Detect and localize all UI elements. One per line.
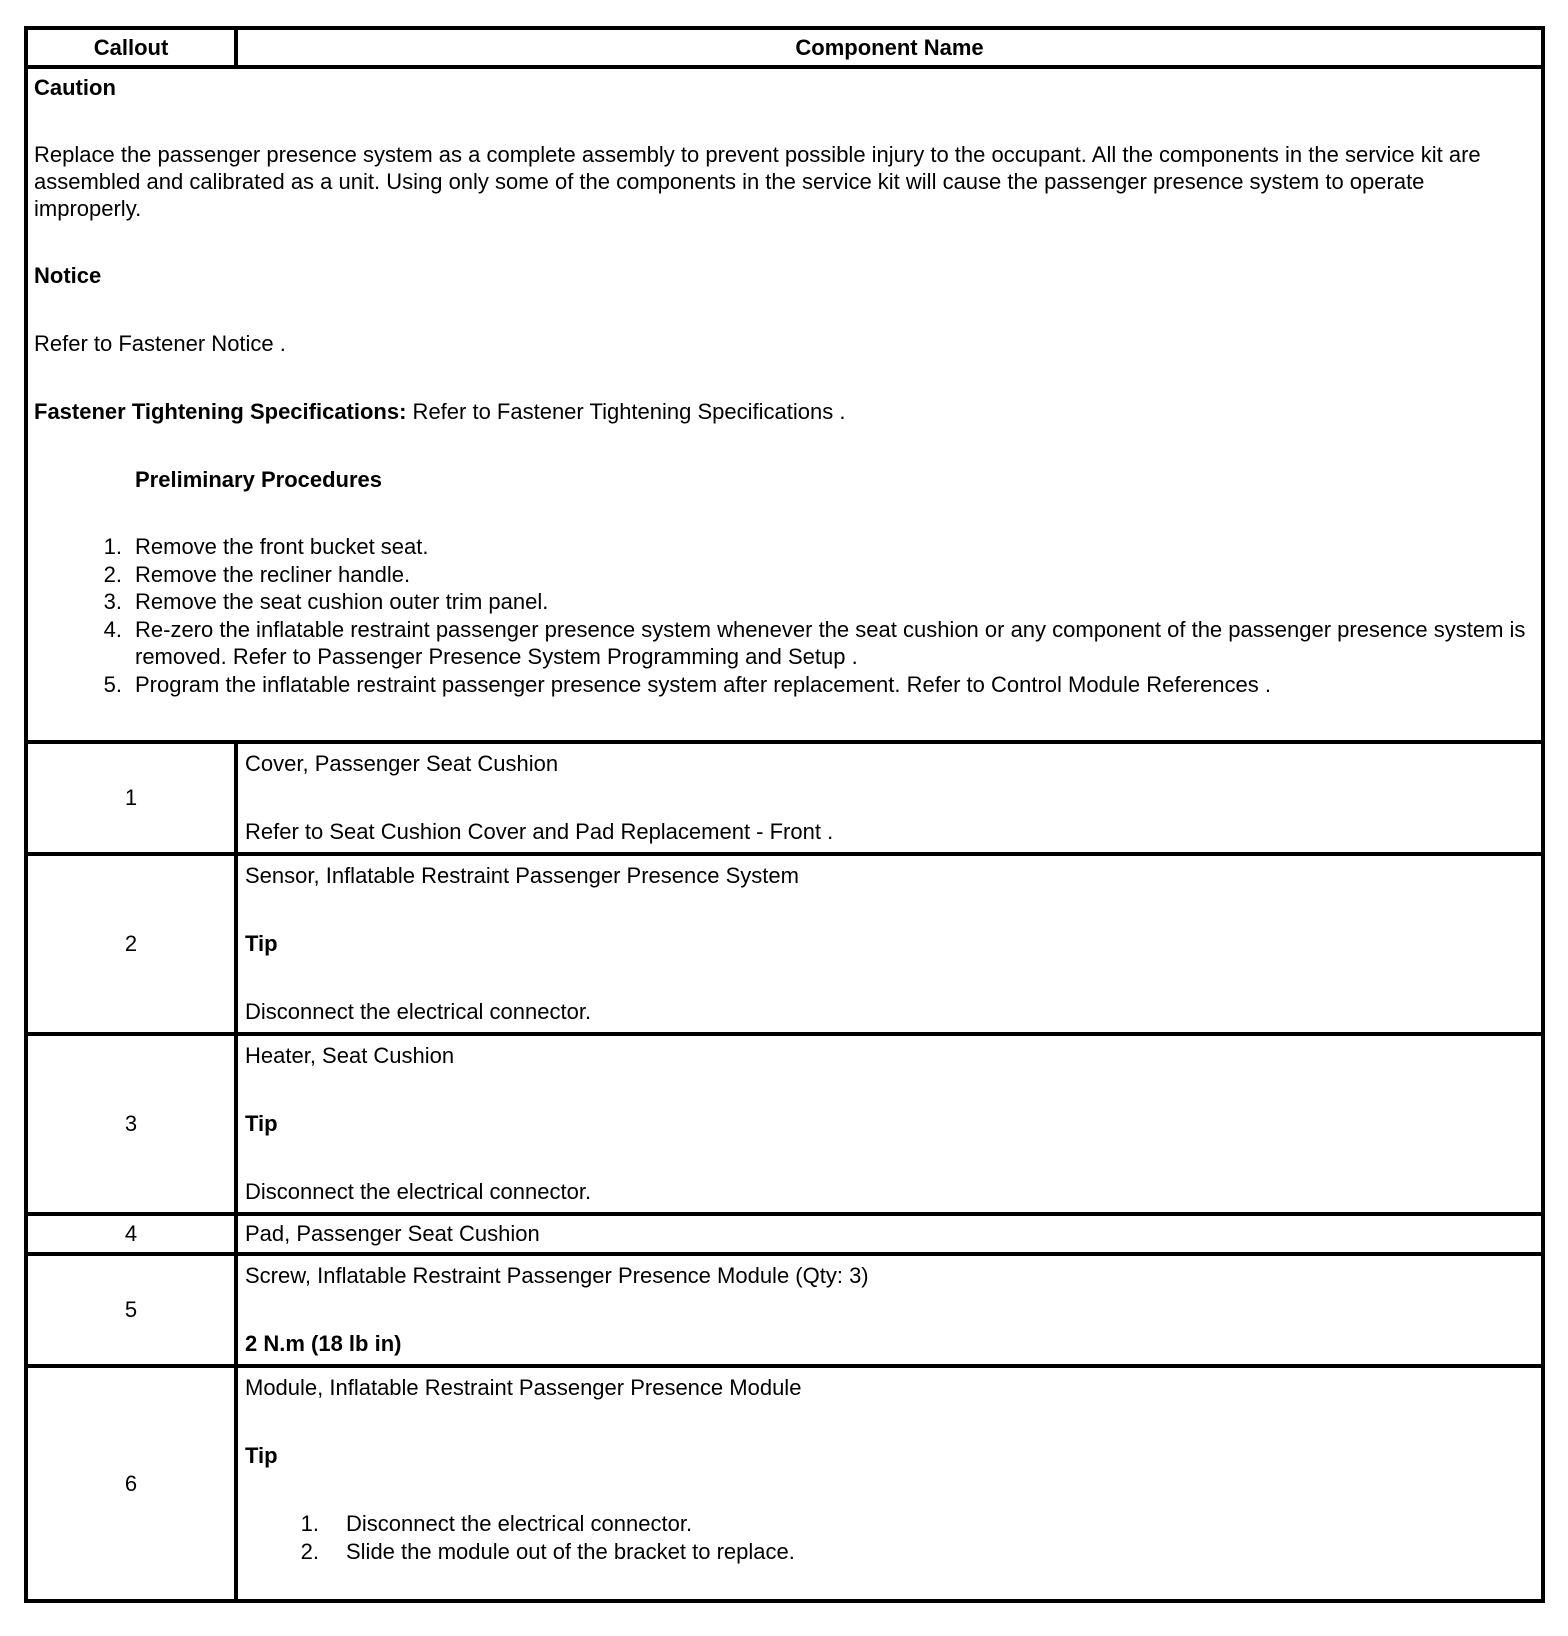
component-cell: [236, 1366, 1543, 1601]
tip-steps-list: [245, 1510, 1534, 1566]
table-row: [26, 854, 1543, 1034]
tip-label: Tip: [245, 1443, 278, 1468]
table-row: [26, 1214, 1543, 1254]
preliminary-procedures-title: Preliminary Procedures: [135, 467, 383, 492]
component-name: Cover, Passenger Seat Cushion: [245, 751, 559, 776]
component-name: Sensor, Inflatable Restraint Passenger Presence System: [245, 863, 799, 888]
component-cell: [236, 742, 1543, 854]
callout-cell: 3: [26, 1034, 236, 1214]
callout-header: Callout: [26, 28, 236, 67]
tip-label: Tip: [245, 1111, 278, 1136]
preliminary-steps-list: [34, 533, 1535, 698]
callout-cell: 5: [26, 1254, 236, 1366]
table-row: [26, 1034, 1543, 1214]
torque-spec: 2 N.m (18 lb in): [245, 1331, 402, 1356]
fastener-spec-text: Refer to Fastener Tightening Specifications .: [406, 399, 846, 424]
fastener-spec-label: Fastener Tightening Specifications:: [34, 399, 407, 424]
component-note: Disconnect the electrical connector.: [245, 999, 592, 1024]
callout-cell: 1: [26, 742, 236, 854]
component-cell: [236, 854, 1543, 1034]
component-name-header: Component Name: [236, 28, 1543, 67]
list-item: 3. Remove the seat cushion outer trim panel.: [103, 589, 549, 614]
tip-label: Tip: [245, 931, 278, 956]
component-note: Disconnect the electrical connector.: [245, 1179, 592, 1204]
list-item: 2. Remove the recliner handle.: [103, 561, 411, 587]
intro-cell: [26, 67, 1543, 742]
component-name: Heater, Seat Cushion: [245, 1043, 455, 1068]
list-item: 4. Re-zero the inflatable restraint passenger presence system whenever the seat cushion or any component of the passenger presence system is removed. Refer to Passenger Presence System Programming and Setup .: [103, 616, 1526, 669]
component-note: Refer to Seat Cushion Cover and Pad Replacement - Front .: [245, 819, 834, 844]
callout-cell: 6: [26, 1366, 236, 1601]
caution-text: Replace the passenger presence system as a complete assembly to prevent possible injury to the occupant. All the components in the service kit are assembled and calibrated as a unit. Using only some of the components in the service kit will cause the passenger presence system to operate improperly.: [34, 142, 1481, 221]
list-item: 1. Disconnect the electrical connector.: [300, 1511, 693, 1536]
fastener-spec: [34, 397, 1535, 426]
list-item: 2. Slide the module out of the bracket to replace.: [300, 1539, 795, 1564]
component-name: Pad, Passenger Seat Cushion: [245, 1221, 540, 1246]
component-cell: [236, 1034, 1543, 1214]
callout-cell: 4: [26, 1214, 236, 1254]
table-header-row: [26, 28, 1543, 67]
notice-text: Refer to Fastener Notice .: [34, 331, 286, 356]
component-cell: [236, 1254, 1543, 1366]
component-cell: [236, 1214, 1543, 1254]
table-row: [26, 1366, 1543, 1601]
callout-cell: 2: [26, 854, 236, 1034]
component-table: [24, 26, 1545, 1603]
table-row: [26, 1254, 1543, 1366]
list-item: 1. Remove the front bucket seat.: [103, 534, 429, 559]
caution-title: Caution: [34, 75, 116, 100]
list-item: 5. Program the inflatable restraint passenger presence system after replacement. Refer to Control Module References .: [103, 671, 1271, 697]
table-row: [26, 742, 1543, 854]
notice-title: Notice: [34, 263, 102, 288]
component-name: Screw, Inflatable Restraint Passenger Presence Module (Qty: 3): [245, 1263, 869, 1288]
component-name: Module, Inflatable Restraint Passenger Presence Module: [245, 1375, 802, 1400]
intro-row: [26, 67, 1543, 742]
